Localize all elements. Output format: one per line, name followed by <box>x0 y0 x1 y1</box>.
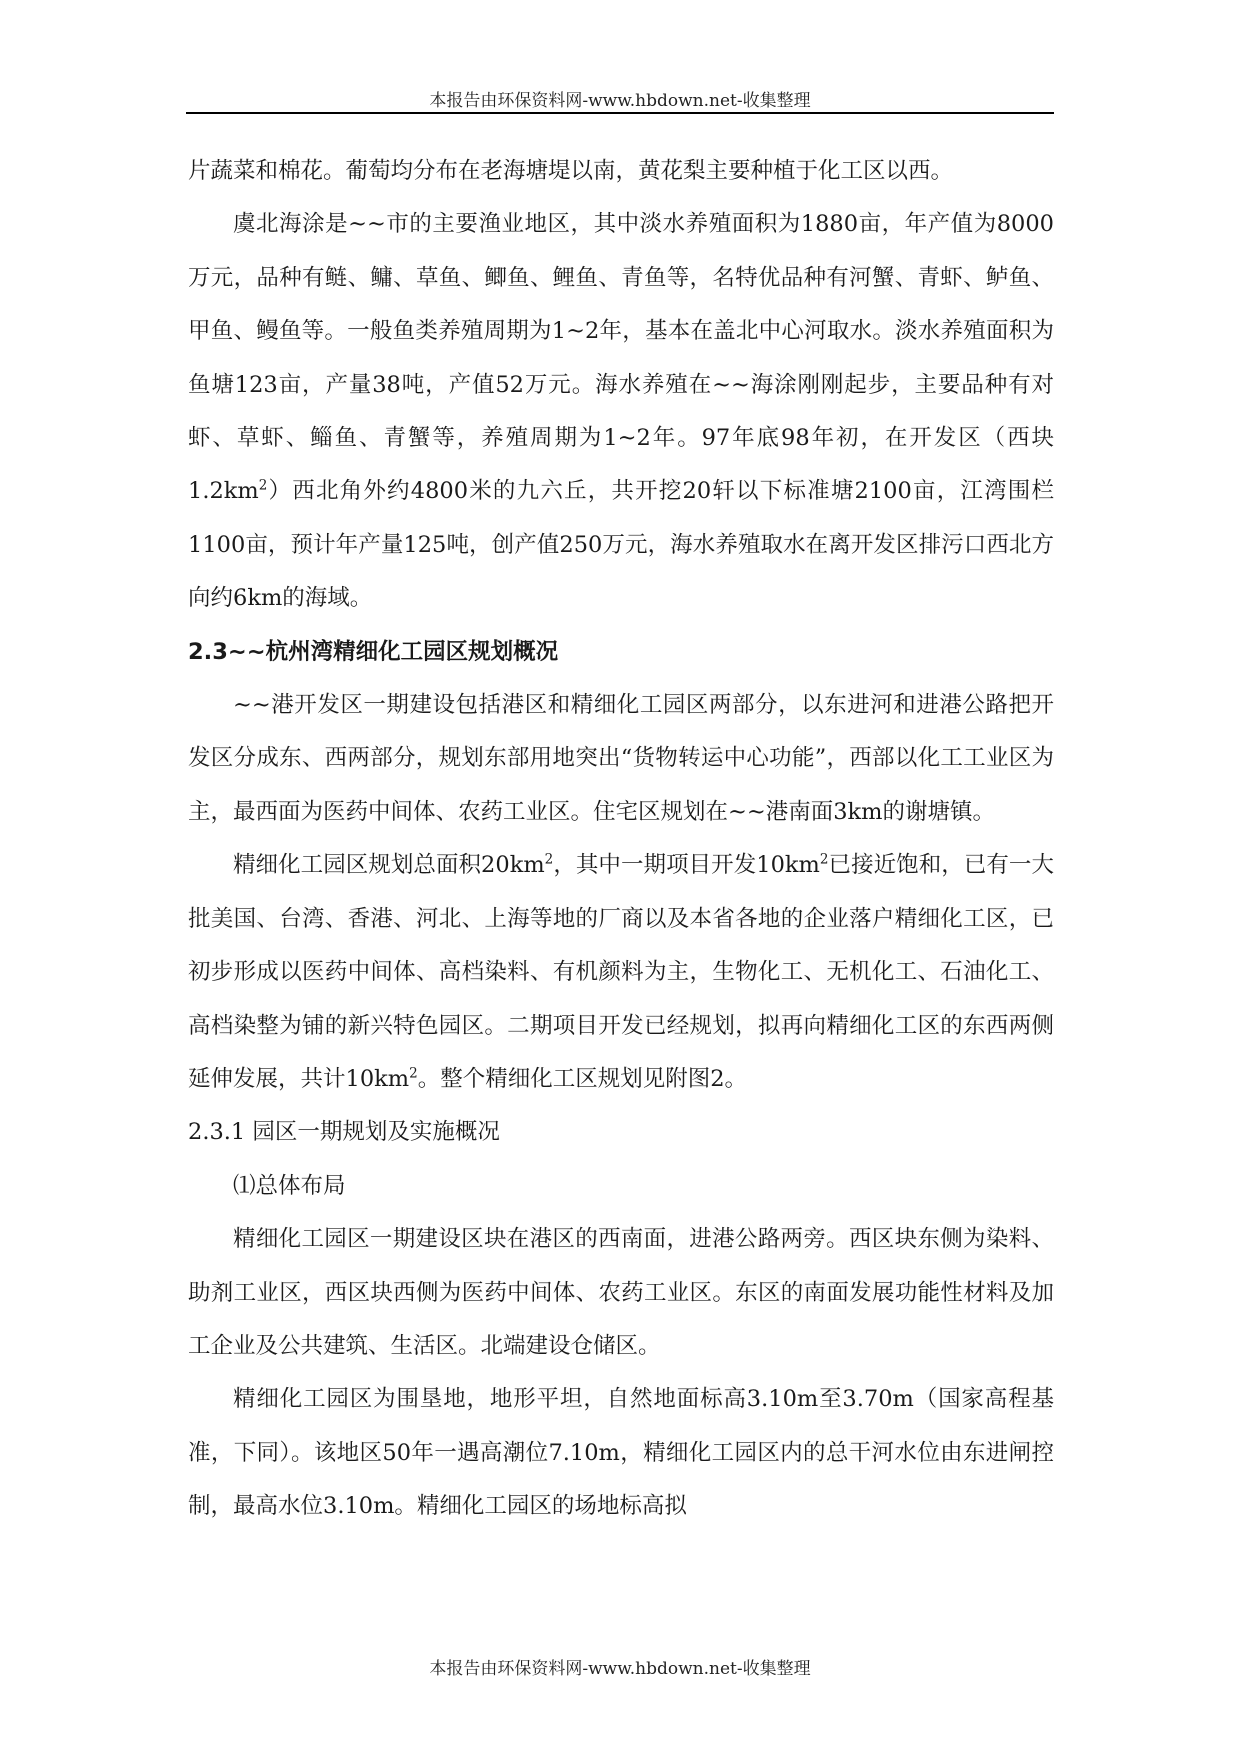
paragraph-fine-chemical-park <box>188 839 1054 1106</box>
superscript-2: 2 <box>409 1065 418 1082</box>
item-heading-layout: ⑴总体布局 <box>233 1172 346 1199</box>
section-heading-2-3: 2.3~~杭州湾精细化工园区规划概况 <box>188 638 559 665</box>
document-body <box>188 145 1054 1534</box>
header-rule <box>186 112 1054 114</box>
paragraph-fishery <box>188 198 1054 625</box>
page-footer: 本报告由环保资料网-www.hbdown.net-收集整理 <box>429 1659 811 1679</box>
superscript-2: 2 <box>819 851 829 868</box>
paragraph-fishery-text-a: 虞北海涂是~~市的主要渔业地区，其中淡水养殖面积为1880亩，年产值为8000万元，品种有鲢、鳙、草鱼、鲫鱼、鲤鱼、青鱼等，名特优品种有河蟹、青虾、鲈鱼、甲鱼、鳗鱼等。一般鱼类养殖周期为1~2年，基本在盖北中心河取水。淡水养殖面积为鱼塘123亩，产量38吨，产值52万元。海水养殖在~~海涂刚刚起步，主要品种有对虾、草虾、鲻鱼、青蟹等，养殖周期为1~2年。97年底98年初，在开发区（西块1.2km <box>188 211 1054 505</box>
paragraph-park-text-b: ，其中一期项目开发10km <box>553 852 820 879</box>
paragraph-park-text-d: 。整个精细化工区规划见附图2。 <box>417 1065 748 1092</box>
page-header: 本报告由环保资料网-www.hbdown.net-收集整理 <box>429 91 811 111</box>
subsection-heading-2-3-1: 2.3.1 园区一期规划及实施概况 <box>188 1119 500 1146</box>
superscript-2: 2 <box>258 477 268 494</box>
paragraph-fishery-text-b: ）西北角外约4800米的九六丘，共开挖20轩以下标准塘2100亩，江湾围栏1100亩，预计年产量125吨，创产值250万元，海水养殖取水在离开发区排污口西北方向约6km的海域。 <box>188 478 1054 612</box>
paragraph-park-text-a: 精细化工园区规划总面积20km <box>233 852 545 879</box>
paragraph-development-zone: ~~港开发区一期建设包括港区和精细化工园区两部分，以东进河和进港公路把开发区分成东、西两部分，规划东部用地突出“货物转运中心功能”，西部以化工工业区为主，最西面为医药中间体、农药工业区。住宅区规划在~~港南面3km的谢塘镇。 <box>188 692 1054 825</box>
paragraph-terrain: 精细化工园区为围垦地，地形平坦，自然地面标高3.10m至3.70m（国家高程基准，下同）。该地区50年一遇高潮位7.10m，精细化工园区内的总干河水位由东进闸控制，最高水位3.10m。精细化工园区的场地标高拟 <box>188 1386 1054 1520</box>
paragraph-continuation: 片蔬菜和棉花。葡萄均分布在老海塘堤以南，黄花梨主要种植于化工区以西。 <box>188 158 954 184</box>
paragraph-layout: 精细化工园区一期建设区块在港区的西南面，进港公路两旁。西区块东侧为染料、助剂工业区，西区块西侧为医药中间体、农药工业区。东区的南面发展功能性材料及加工企业及公共建筑、生活区。北端建设仓储区。 <box>188 1226 1054 1359</box>
paragraph-park-text-c: 已接近饱和，已有一大批美国、台湾、香港、河北、上海等地的厂商以及本省各地的企业落户精细化工区，已初步形成以医药中间体、高档染料、有机颜料为主，生物化工、无机化工、石油化工、高档染整为铺的新兴特色园区。二期项目开发已经规划，拟再向精细化工区的东西两侧延伸发展，共计10km <box>188 852 1054 1092</box>
superscript-2: 2 <box>544 851 554 868</box>
